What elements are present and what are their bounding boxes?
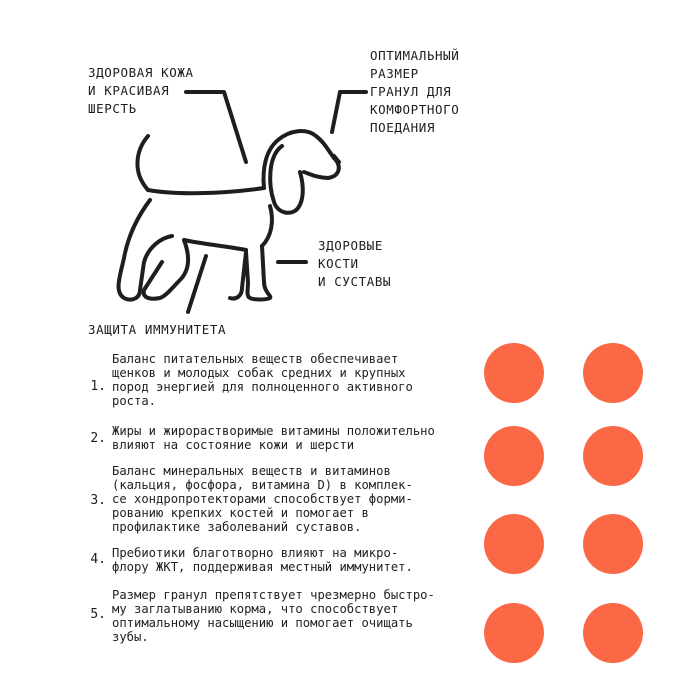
label-line: ПОЕДАНИЯ — [370, 120, 436, 135]
benefit-number: 3. — [90, 493, 106, 508]
benefit-number: 1. — [90, 379, 106, 394]
decorative-circle — [484, 426, 544, 486]
benefit-number: 2. — [90, 431, 106, 446]
benefit-number: 5. — [90, 607, 106, 622]
benefit-line: флору ЖКТ, поддерживая местный иммунитет. — [112, 560, 413, 574]
decorative-circle — [583, 426, 643, 486]
benefit-text — [112, 352, 413, 408]
label-line: И СУСТАВЫ — [318, 274, 392, 289]
label-line: РАЗМЕР — [370, 66, 419, 81]
benefit-number: 4. — [90, 552, 106, 567]
callout-line-granule — [332, 92, 366, 132]
dog-front-leg — [246, 246, 270, 300]
decorative-circle — [484, 514, 544, 574]
label-immunity-protection: ЗАЩИТА ИММУНИТЕТА — [88, 322, 227, 337]
benefit-line: Баланс минеральных веществ и витаминов — [112, 464, 391, 478]
benefit-text — [112, 588, 435, 644]
benefit-line: Пребиотики благотворно влияют на микро- — [112, 546, 399, 560]
label-line: ЗДОРОВАЯ КОЖА — [88, 65, 194, 80]
callout-line-coat — [186, 92, 246, 162]
label-line: ЗДОРОВЫЕ — [318, 238, 384, 253]
benefit-line: влияют на состояние кожи и шерсти — [112, 438, 355, 452]
benefit-line: се хондропротекторами способствует форми- — [112, 492, 413, 506]
benefit-line: профилактике заболеваний суставов. — [112, 520, 362, 534]
dog-chest — [262, 206, 272, 246]
decorative-circle — [583, 514, 643, 574]
benefit-line: пород энергией для полноценного активного — [112, 380, 413, 394]
label-optimal-granule-size — [370, 47, 459, 137]
benefit-line: роста. — [112, 394, 157, 408]
label-line: КОМФОРТНОГО — [370, 102, 460, 117]
decorative-circle — [484, 343, 544, 403]
label-line: КОСТИ — [318, 256, 359, 271]
decorative-circle — [583, 343, 643, 403]
label-line: ГРАНУЛ ДЛЯ — [370, 84, 452, 99]
dog-ear — [270, 146, 303, 213]
benefit-text — [112, 546, 413, 574]
benefit-line: Размер гранул препятствует чрезмерно быстро- — [112, 588, 435, 602]
decorative-circle — [583, 603, 643, 663]
decorative-circle — [484, 603, 544, 663]
benefit-line: рованию крепких костей и помогает в — [112, 506, 369, 520]
label-line: ШЕРСТЬ — [88, 101, 137, 116]
label-line: ОПТИМАЛЬНЫЙ — [370, 48, 460, 63]
benefit-line: оптимальному насыщению и помогает очищать — [112, 616, 413, 630]
dog-tail — [137, 136, 148, 190]
dog-belly — [184, 240, 246, 250]
label-line: И КРАСИВАЯ — [88, 83, 170, 98]
callout-line-immunity — [188, 256, 206, 312]
benefit-text — [112, 464, 413, 534]
benefit-line: (кальция, фосфора, витамина D) в комплек- — [112, 478, 413, 492]
benefit-line: му заглатыванию корма, что способствует — [112, 602, 399, 616]
benefit-line: зубы. — [112, 630, 149, 644]
benefit-line: Жиры и жирорастворимые витамины положительно — [112, 424, 435, 438]
benefit-line: щенков и молодых собак средних и крупных — [112, 366, 406, 380]
benefit-line: Баланс питательных веществ обеспечивает — [112, 352, 399, 366]
benefit-text — [112, 424, 435, 452]
dog-front-leg-back — [230, 252, 246, 299]
dog-outline-icon — [80, 80, 380, 320]
dog-back — [148, 188, 264, 193]
